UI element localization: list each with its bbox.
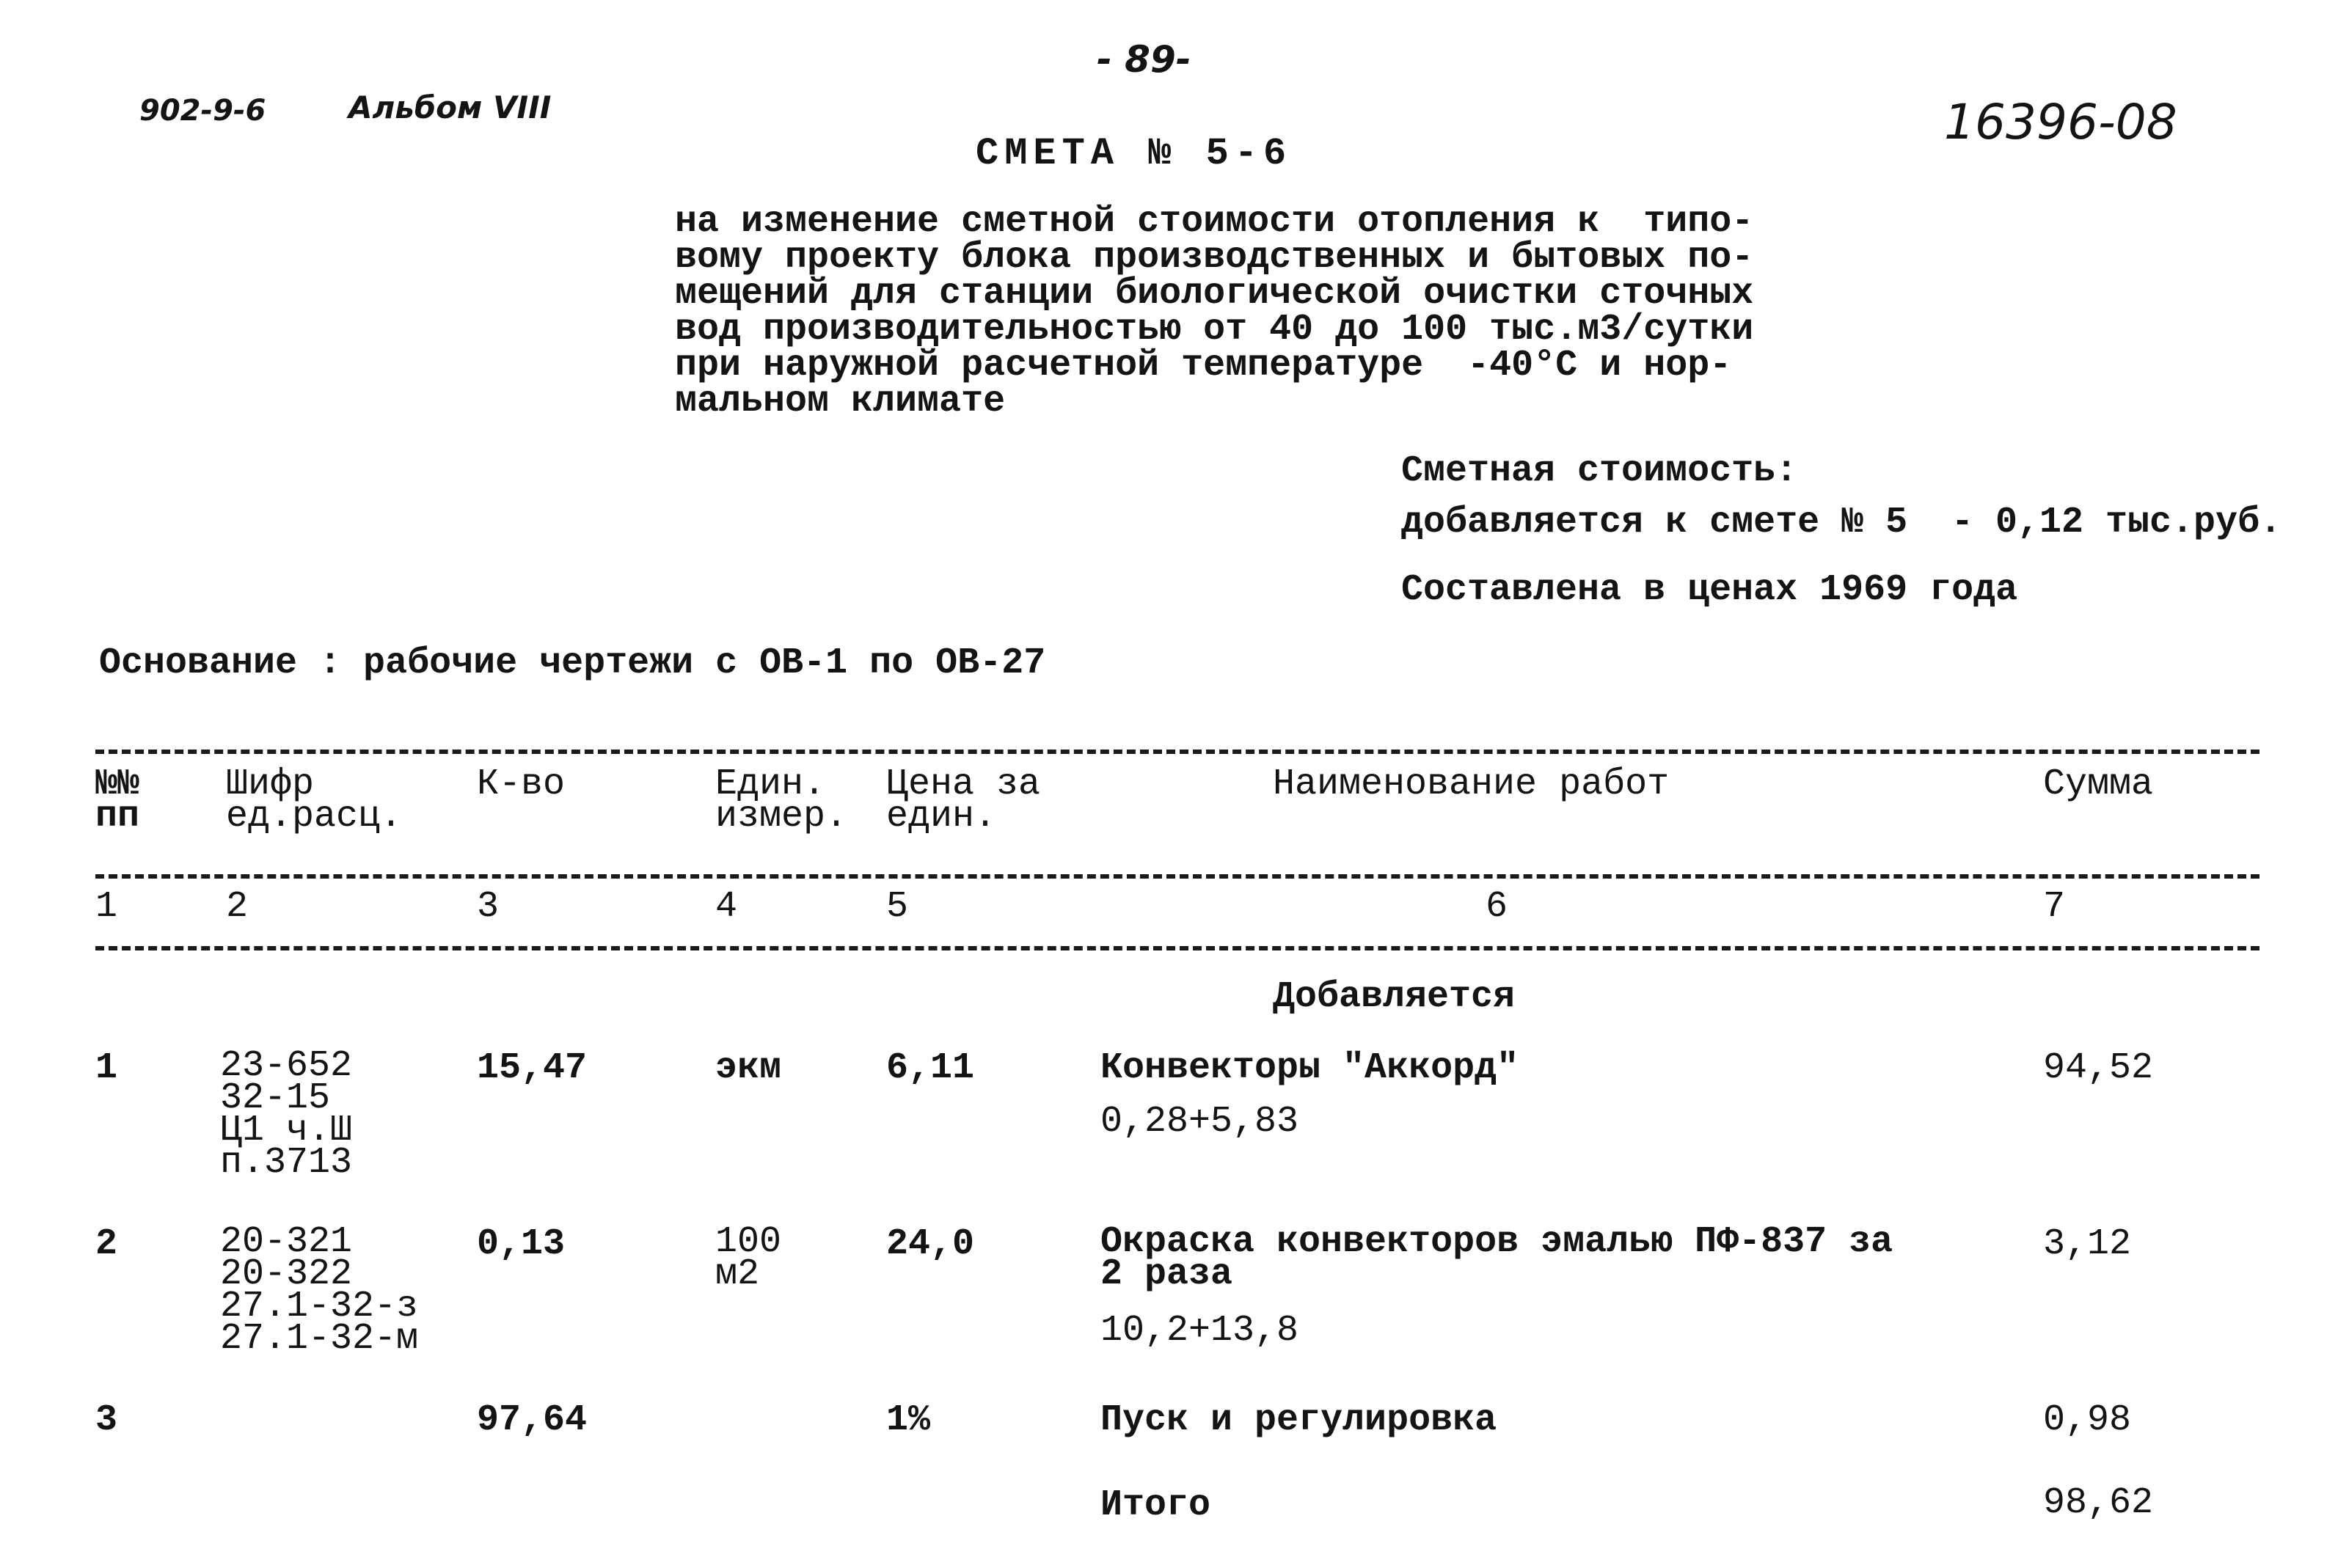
basis-line: Основание : рабочие чертежи с ОВ-1 по ОВ-27 bbox=[99, 642, 1046, 684]
row2-calc: 10,2+13,8 bbox=[1100, 1310, 1299, 1352]
page-title: СМЕТА № 5-6 bbox=[976, 132, 1293, 175]
colnum-6: 6 bbox=[1486, 886, 1508, 928]
header-num: №№ пп bbox=[95, 763, 140, 838]
header-name: Наименование работ bbox=[1273, 763, 1670, 805]
row3-qty: 97,64 bbox=[477, 1399, 588, 1441]
colnum-4: 4 bbox=[715, 886, 738, 928]
page-number: - 89- bbox=[1097, 38, 1191, 81]
row2-unit: 100 м2 bbox=[715, 1221, 782, 1295]
cost-added-label: добавляется к смете № 5 bbox=[1401, 502, 1908, 543]
row1-sum: 94,52 bbox=[2043, 1047, 2154, 1089]
row3-num: 3 bbox=[95, 1399, 118, 1441]
colnum-5: 5 bbox=[886, 886, 909, 928]
row1-name: Конвекторы "Аккорд" bbox=[1100, 1047, 1519, 1089]
colnum-1: 1 bbox=[95, 886, 118, 928]
total-label: Итого bbox=[1100, 1484, 1211, 1526]
prices-year: Составлена в ценах 1969 года bbox=[1401, 569, 2018, 611]
header-sum: Сумма bbox=[2043, 763, 2154, 805]
album-label: Альбом VIII bbox=[348, 89, 552, 125]
colnum-2: 2 bbox=[226, 886, 249, 928]
row1-qty: 15,47 bbox=[477, 1047, 588, 1089]
row3-price: 1% bbox=[886, 1399, 931, 1441]
row2-num: 2 bbox=[95, 1223, 118, 1265]
row3-name: Пуск и регулировка bbox=[1100, 1399, 1497, 1441]
cost-label: Сметная стоимость: bbox=[1401, 450, 1798, 492]
row1-price: 6,11 bbox=[886, 1047, 975, 1089]
doc-code: 902-9-6 bbox=[139, 94, 266, 128]
row2-price: 24,0 bbox=[886, 1223, 975, 1265]
row1-calc: 0,28+5,83 bbox=[1100, 1101, 1299, 1143]
sheet-number: 16396-08 bbox=[1944, 94, 2177, 150]
header-code: Шифр ед.расц. bbox=[226, 763, 403, 838]
header-price: Цена за един. bbox=[886, 763, 1041, 838]
row1-num: 1 bbox=[95, 1047, 118, 1089]
row2-name: Окраска конвекторов эмалью ПФ-837 за 2 раза bbox=[1100, 1221, 1893, 1295]
row1-code: 23-652 32-15 Ц1 ч.Ш п.3713 bbox=[220, 1045, 353, 1184]
row2-sum: 3,12 bbox=[2043, 1223, 2132, 1265]
row2-code: 20-321 20-322 27.1-32-з 27.1-32-м bbox=[220, 1221, 419, 1360]
cost-added-value: - 0,12 тыс.руб. bbox=[1951, 502, 2282, 543]
header-unit: Един. измер. bbox=[715, 763, 848, 838]
colnum-3: 3 bbox=[477, 886, 500, 928]
header-bottom-rule bbox=[95, 874, 2260, 879]
row3-sum: 0,98 bbox=[2043, 1399, 2132, 1441]
header-qty: К-во bbox=[477, 763, 566, 805]
total-value: 98,62 bbox=[2043, 1482, 2154, 1524]
row1-unit: экм bbox=[715, 1047, 782, 1089]
estimate-description: на изменение сметной стоимости отопления к типо- вому проекту блока производственных и бытовых по- мещений для станции биологической очистки сточных вод производительностью от 40 до 100 тыс.м3/сутки при наружной расчетной температуре -40°С и нор- мальном климате bbox=[675, 201, 1754, 422]
section-label: Добавляется bbox=[1273, 976, 1516, 1018]
colnum-7: 7 bbox=[2043, 886, 2066, 928]
table-top-rule bbox=[95, 750, 2260, 754]
colnum-bottom-rule bbox=[95, 946, 2260, 950]
row2-qty: 0,13 bbox=[477, 1223, 566, 1265]
